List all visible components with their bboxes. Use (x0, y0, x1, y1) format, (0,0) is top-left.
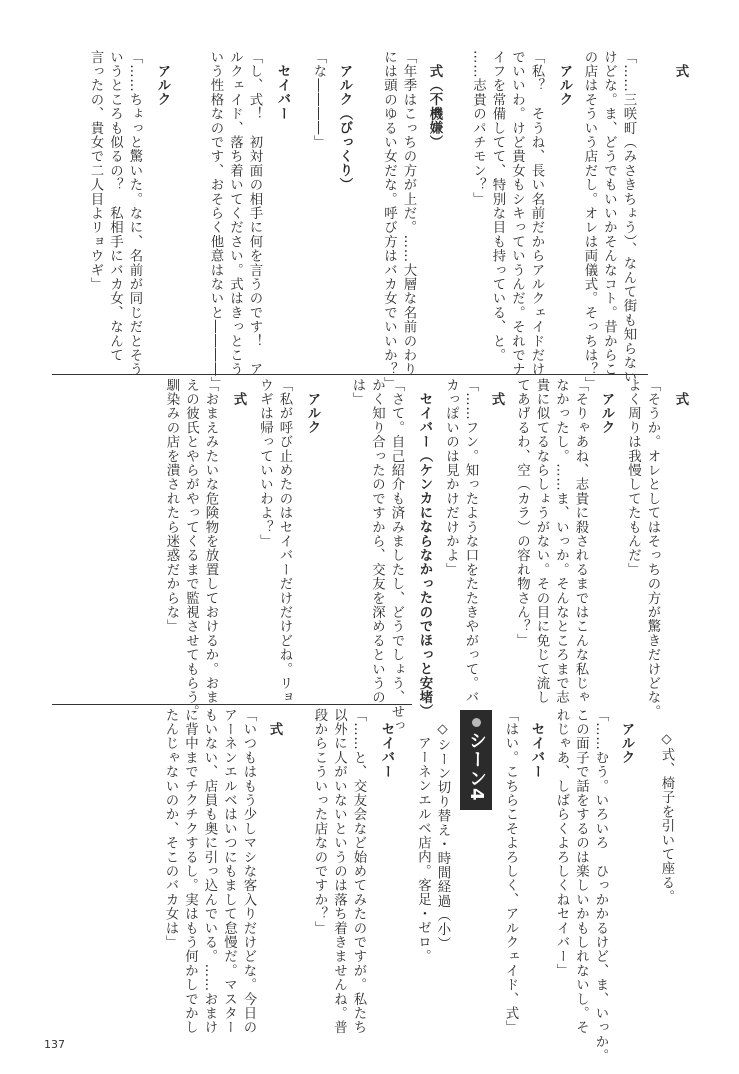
speaker-name: セイバー (275, 64, 290, 121)
speaker-name: 式 (673, 64, 688, 79)
speaker-name: アルク (155, 64, 170, 107)
dialogue-line: 「……フン。知ったような口をたたきやがって。バ カっぽいのは見かけだけかよ」 (443, 378, 478, 705)
dialogue-line: 「おまえみたいな危険物を放置しておけるか。おま えの彼氏とやらがやってくるまで監視させてもらう。 馴染みの店を潰されたら迷惑だからな」 (164, 378, 218, 719)
speaker-name: アルク (557, 64, 572, 107)
band-1-columns (58, 50, 702, 391)
speaker-name: アルク (599, 392, 614, 435)
dialogue-line: 「……と、交友会など始めてみたのですが。私たち 以外に人がいないというのは落ち着きませんね。普 段からこういった店なのですか？」 (312, 708, 366, 1035)
dialogue-line: 「……むう。いろいろ ひっかかるけど、ま、いっか。 この面子で話をするのは楽しいかもしれないし。そ れじゃあ、しばらくよろしくねセイバー」 (554, 708, 608, 1063)
speaker-name: 式 (231, 392, 246, 407)
speaker-name: セイバー（ケンカにならなかったのでほっと安堵） (417, 392, 432, 719)
dialogue-line: 「いつもはもう少しマシな客入りだけどな。今日の アーネンエルベはいつにもまして怠慢だ。マスター もいない、店員も奥に引っ込んでいる。……おまけ に背中までチクチクするし。実はもう何かしでかし たんじゃないのか、そこのバカ女は」 (163, 708, 256, 1035)
speaker-name: 式 (267, 722, 282, 737)
dialogue-line: 「さて。自己紹介も済みましたし、どうでしょう、せっ かく知り合ったのですから、交友を深めるというの は」 (350, 378, 404, 733)
dialogue-line: 「そりゃあね、志貴に殺されるまではこんな私じゃ なかったし。……ま、いっか。そんなところまで志 貴に似てるならしょうがない。その目に免じて流し てあげるわ、空（カラ）の容れ物さん？」 (514, 378, 588, 705)
scene-heading (460, 710, 492, 810)
dialogue-line: 「はい。こちらこそよろしく、アルクェイド、式」 (503, 708, 518, 1035)
speaker-name: アルク (619, 722, 634, 765)
band-3-columns (58, 708, 702, 1063)
dialogue-line: 「……ちょっと驚いた。なに、名前が同じだとそう いうところも似るの？ 私相手にバカ女、なんて 言ったの、貴女で二人目よリョウギ」 (88, 50, 142, 377)
scene-heading-label: シーン4 (466, 731, 487, 802)
speaker-name: セイバー (379, 722, 394, 779)
section-divider (52, 374, 648, 375)
dialogue-line: 「私？ そうね、長い名前だからアルクェイドだけ でいいわ。けど貴女もシキっていうんだ。それでナ イフを常備してて、特別な目も持っている、と。 ……志貴のパチモン？」 (470, 50, 544, 377)
dialogue-line: 「……三咲町（みさきちょう）、なんて街も知らない けどな。ま、どうでもいいかそんなコト。昔からこ の店はそういう店だし。オレは両儀式。そっちは？」 (582, 50, 636, 391)
speaker-name: アルク（びっくり） (337, 64, 352, 192)
page-number: 137 (44, 1038, 65, 1051)
section-divider (52, 704, 412, 705)
stage-direction: ◇シーン切り替え・時間経過（小） アーネンエルベ店内。客足・ゼロ。 (415, 722, 450, 964)
dialogue-line: 「私が呼び止めたのはセイバーだけだけどね。リョ ウギは帰っていいわよ？」 (257, 378, 292, 705)
band-2-columns (58, 378, 702, 733)
speaker-name: 式 (489, 392, 504, 407)
dialogue-line: 「し、式！ 初対面の相手に何を言うのです！ ア ルクェイド、落ち着いてください。式はきっとこう いう性格なのです、おそらく他意はないと――――」 (208, 50, 262, 391)
speaker-name: 式（不機嫌） (427, 64, 442, 150)
dialogue-line: 「年季はこっちの方が上だ。……大層な名前のわり には頭のゆるい女だな。呼び方はバカ女でいいか？」 (381, 50, 416, 391)
speaker-name: 式 (673, 392, 688, 407)
speaker-name: アルク (305, 392, 320, 435)
bullet-icon (472, 718, 481, 727)
dialogue-line: 「な――――」 (311, 50, 326, 150)
stage-direction: ◇式、椅子を引いて座る。 (659, 732, 674, 904)
dialogue-line: 「そうか。オレとしてはそっちの方が驚きだけどな。 よく周りは我慢してたもんだ」 (625, 378, 660, 719)
speaker-name: セイバー (529, 722, 544, 779)
